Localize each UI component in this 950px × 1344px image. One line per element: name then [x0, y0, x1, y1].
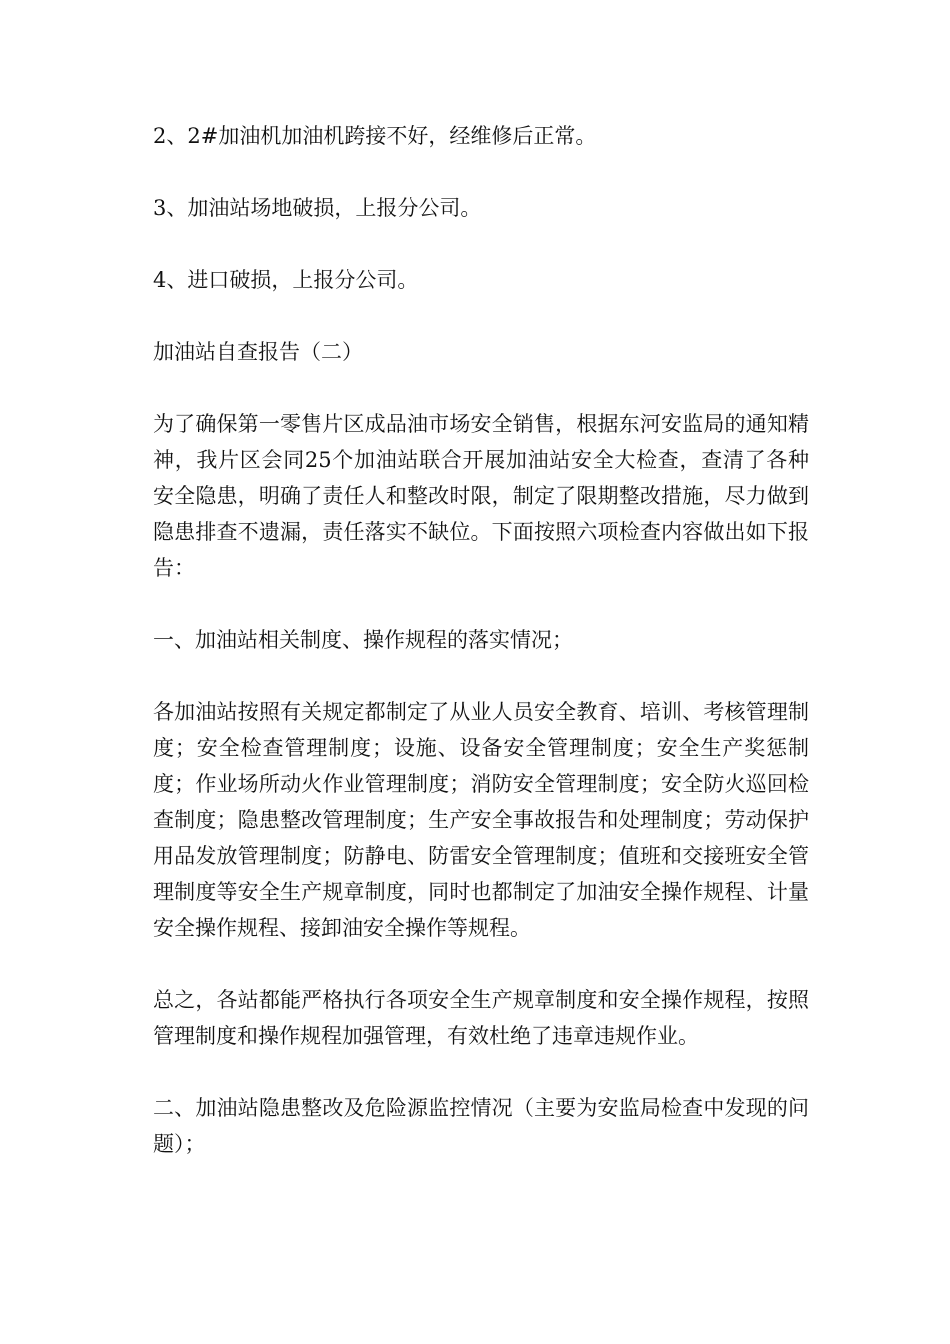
document-body — [143, 118, 809, 1198]
item-2-paragraph: 2、2#加油机加油机跨接不好，经维修后正常。 — [153, 124, 597, 148]
intro-paragraph: 为了确保第一零售片区成品油市场安全销售，根据东河安监局的通知精神，我片区会同25个加油站联合开展加油站安全大检查，查清了各种安全隐患，明确了责任人和整改时限，制定了限期整改措施，尽力做到隐患排查不遗漏，责任落实不缺位。下面按照六项检查内容做出如下报告： — [153, 412, 809, 580]
summary-paragraph: 总之，各站都能严格执行各项安全生产规章制度和安全操作规程，按照管理制度和操作规程加强管理，有效杜绝了违章违规作业。 — [153, 988, 809, 1048]
item-3-paragraph: 3、加油站场地破损，上报分公司。 — [153, 196, 482, 220]
heading-one: 一、加油站相关制度、操作规程的落实情况； — [153, 628, 573, 652]
regulations-paragraph: 各加油站按照有关规定都制定了从业人员安全教育、培训、考核管理制度；安全检查管理制度；设施、设备安全管理制度；安全生产奖惩制度；作业场所动火作业管理制度；消防安全管理制度；安全防火巡回检查制度；隐患整改管理制度；生产安全事故报告和处理制度；劳动保护用品发放管理制度；防静电、防雷安全管理制度；值班和交接班安全管理制度等安全生产规章制度，同时也都制定了加油安全操作规程、计量安全操作规程、接卸油安全操作等规程。 — [153, 700, 809, 940]
item-4-paragraph: 4、进口破损，上报分公司。 — [153, 268, 419, 292]
heading-two: 二、加油站隐患整改及危险源监控情况（主要为安监局检查中发现的问题）； — [153, 1096, 809, 1156]
section-title: 加油站自查报告（二） — [153, 340, 363, 364]
